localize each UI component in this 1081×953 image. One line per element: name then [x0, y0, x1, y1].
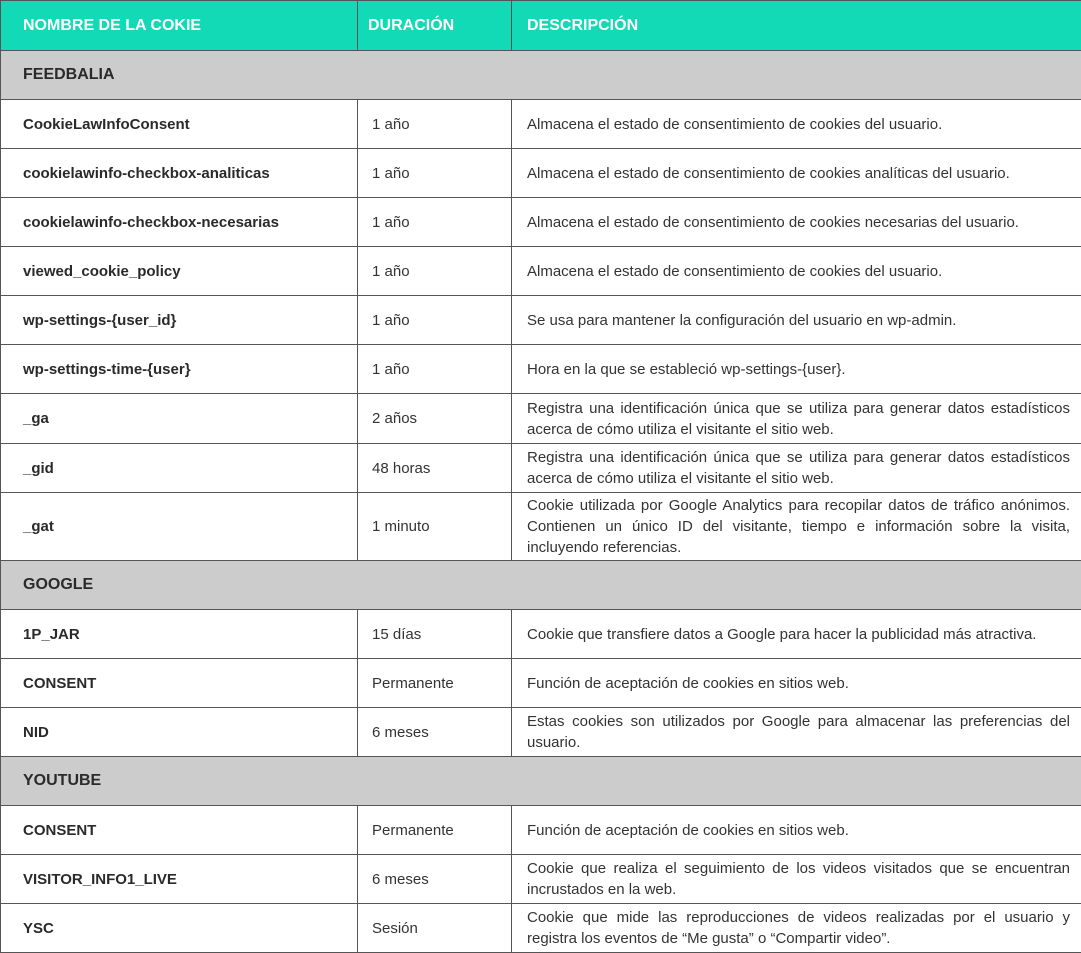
cookie-duration: 48 horas: [358, 444, 512, 493]
cookie-duration: 1 año: [358, 247, 512, 296]
cookie-duration: 6 meses: [358, 708, 512, 757]
table-row: [1, 659, 1081, 708]
section-row-feedbalia: [1, 51, 1081, 100]
table-row: [1, 345, 1081, 394]
cookie-duration: Permanente: [358, 806, 512, 855]
column-header-name: NOMBRE DE LA COKIE: [1, 1, 358, 51]
cookie-duration: 1 año: [358, 296, 512, 345]
cookie-duration: 6 meses: [358, 855, 512, 904]
table-row: [1, 708, 1081, 757]
cookie-name: wp-settings-time-{user}: [1, 345, 358, 394]
cookie-duration: Sesión: [358, 904, 512, 953]
cookie-name: CookieLawInfoConsent: [1, 100, 358, 149]
cookie-description: Registra una identificación única que se utiliza para generar datos estadísticos acerca de cómo utiliza el visitante el sitio web.: [512, 394, 1081, 444]
cookie-duration: Permanente: [358, 659, 512, 708]
cookie-description: Cookie que mide las reproducciones de videos realizadas por el usuario y registra los eventos de “Me gusta” o “Compartir video”.: [512, 904, 1081, 953]
cookie-name: NID: [1, 708, 358, 757]
cookie-duration: 2 años: [358, 394, 512, 444]
table-row: [1, 296, 1081, 345]
cookie-duration: 1 año: [358, 100, 512, 149]
cookie-description: Función de aceptación de cookies en sitios web.: [512, 659, 1081, 708]
cookie-description: Cookie que transfiere datos a Google para hacer la publicidad más atractiva.: [512, 610, 1081, 659]
cookie-description: Hora en la que se estableció wp-settings-{user}.: [512, 345, 1081, 394]
cookie-name: _gat: [1, 493, 358, 561]
table-row: [1, 394, 1081, 444]
table-row: [1, 855, 1081, 904]
cookie-duration: 1 minuto: [358, 493, 512, 561]
cookie-name: viewed_cookie_policy: [1, 247, 358, 296]
cookie-duration: 1 año: [358, 149, 512, 198]
cookie-duration: 15 días: [358, 610, 512, 659]
section-row-youtube: [1, 757, 1081, 806]
table-row: [1, 904, 1081, 953]
table-row: [1, 149, 1081, 198]
cookie-name: 1P_JAR: [1, 610, 358, 659]
column-header-duration: DURACIÓN: [358, 1, 512, 51]
section-title: FEEDBALIA: [1, 51, 1081, 100]
section-title: GOOGLE: [1, 561, 1081, 610]
table-row: [1, 247, 1081, 296]
cookie-name: wp-settings-{user_id}: [1, 296, 358, 345]
cookie-description: Función de aceptación de cookies en sitios web.: [512, 806, 1081, 855]
table-header-row: [1, 1, 1081, 51]
cookie-description: Almacena el estado de consentimiento de cookies del usuario.: [512, 247, 1081, 296]
table-row: [1, 100, 1081, 149]
cookie-name: CONSENT: [1, 806, 358, 855]
cookie-description: Almacena el estado de consentimiento de cookies del usuario.: [512, 100, 1081, 149]
cookie-description: Se usa para mantener la configuración del usuario en wp-admin.: [512, 296, 1081, 345]
cookie-description: Almacena el estado de consentimiento de cookies necesarias del usuario.: [512, 198, 1081, 247]
cookie-name: YSC: [1, 904, 358, 953]
table-row: [1, 493, 1081, 561]
table-row: [1, 198, 1081, 247]
cookie-name: _gid: [1, 444, 358, 493]
table-row: [1, 610, 1081, 659]
cookie-name: cookielawinfo-checkbox-necesarias: [1, 198, 358, 247]
cookie-description: Cookie que realiza el seguimiento de los videos visitados que se encuentran incrustados en la web.: [512, 855, 1081, 904]
table-row: [1, 806, 1081, 855]
cookie-name: cookielawinfo-checkbox-analiticas: [1, 149, 358, 198]
cookie-description: Estas cookies son utilizados por Google para almacenar las preferencias del usuario.: [512, 708, 1081, 757]
cookie-duration: 1 año: [358, 345, 512, 394]
cookie-description: Cookie utilizada por Google Analytics para recopilar datos de tráfico anónimos. Contienen un único ID del visitante, tiempo e información sobre la visita, incluyendo referencias.: [512, 493, 1081, 561]
section-row-google: [1, 561, 1081, 610]
table-row: [1, 444, 1081, 493]
cookie-duration: 1 año: [358, 198, 512, 247]
cookie-name: CONSENT: [1, 659, 358, 708]
section-title: YOUTUBE: [1, 757, 1081, 806]
column-header-description: DESCRIPCIÓN: [512, 1, 1081, 51]
cookie-description: Almacena el estado de consentimiento de cookies analíticas del usuario.: [512, 149, 1081, 198]
cookie-name: VISITOR_INFO1_LIVE: [1, 855, 358, 904]
cookie-name: _ga: [1, 394, 358, 444]
cookie-description: Registra una identificación única que se utiliza para generar datos estadísticos acerca de cómo utiliza el visitante el sitio web.: [512, 444, 1081, 493]
